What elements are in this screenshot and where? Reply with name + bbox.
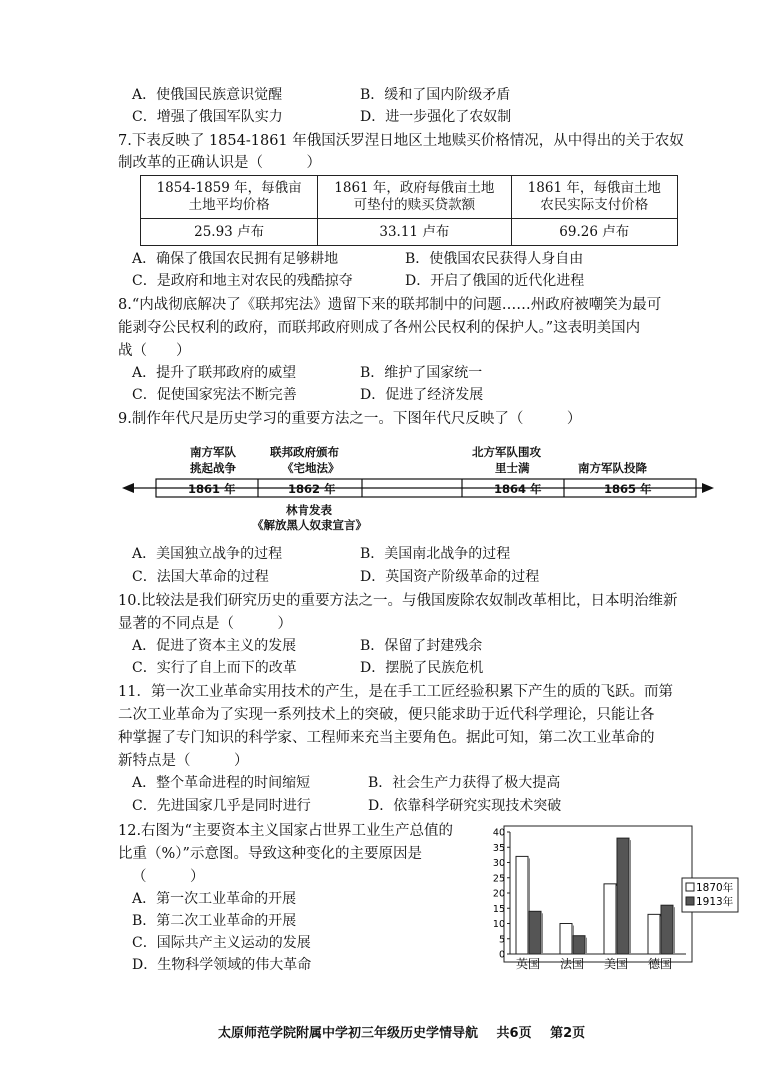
- q8-stem-line-3: 战（ ）: [118, 343, 191, 359]
- q11-stem-line-2: 二次工业革命为了实现一系列技术上的突破，便只能求助于近代科学理论，只能让各: [118, 707, 655, 723]
- y-tick-label: 35: [492, 842, 505, 854]
- bar-美国-1870年: [604, 884, 616, 954]
- y-tick-label: 15: [492, 903, 505, 915]
- q8-option-c[interactable]: C．促使国家宪法不断完善: [132, 387, 297, 403]
- q12-stem-line-3: （ ）: [132, 869, 205, 885]
- q10-option-a[interactable]: A．促进了资本主义的发展: [132, 638, 297, 654]
- timeline-event-1-line-2: 挑起战争: [190, 461, 236, 475]
- q11-option-c[interactable]: C．先进国家几乎是同时进行: [132, 798, 311, 814]
- q9-option-b[interactable]: B．美国南北战争的过程: [360, 546, 511, 562]
- footer-page-number: 第2页: [550, 1026, 586, 1041]
- table-header-loan: 1861 年，政府每俄亩土地 可垫付的赎买贷款额: [318, 176, 511, 219]
- table-cell-actual-paid: 69.26 卢布: [511, 219, 677, 246]
- timeline-year-1862: 1862 年: [288, 482, 336, 496]
- timeline-year-1861: 1861 年: [188, 482, 236, 496]
- bar-美国-1913年: [617, 838, 629, 954]
- bar-shadow: [629, 840, 631, 954]
- q9-option-d[interactable]: D．英国资产阶级革命的过程: [360, 569, 540, 585]
- timeline-event-2-line-1: 联邦政府颁布: [270, 445, 339, 459]
- q7-price-table: [140, 175, 678, 246]
- bar-法国-1913年: [573, 936, 585, 954]
- q11-option-d[interactable]: D．依靠科学研究实现技术突破: [368, 798, 562, 814]
- table-cell-loan: 33.11 卢布: [318, 219, 511, 246]
- legend-swatch-1870年: [686, 883, 694, 891]
- q10-option-b[interactable]: B．保留了封建残余: [360, 638, 483, 654]
- y-tick-label: 30: [492, 858, 505, 869]
- q6-option-b[interactable]: B．缓和了国内阶级矛盾: [360, 87, 511, 103]
- x-tick-label: 德国: [647, 957, 673, 971]
- legend-swatch-1913年: [686, 897, 694, 905]
- timeline-event-4-line-1: 南方军队投降: [578, 461, 647, 475]
- timeline-event-3-line-2: 里士满: [495, 461, 530, 475]
- q7-option-a[interactable]: A．确保了俄国农民拥有足够耕地: [132, 251, 339, 267]
- q8-stem-line-1: 8.“内战彻底解决了《联邦宪法》遗留下来的联邦制中的问题……州政府被嘲笑为最可: [118, 297, 662, 313]
- x-tick-label: 美国: [603, 957, 629, 971]
- bar-德国-1870年: [648, 914, 660, 954]
- q11-option-b[interactable]: B．社会生产力获得了极大提高: [368, 775, 561, 791]
- timeline-below-line-2: 《解放黑人奴隶宣言》: [252, 518, 367, 532]
- q12-option-a[interactable]: A．第一次工业革命的开展: [132, 891, 297, 907]
- q12-option-d[interactable]: D．生物科学领域的伟大革命: [132, 957, 312, 973]
- timeline-left-arrow-icon: [122, 483, 134, 493]
- y-tick-label: 10: [492, 919, 505, 930]
- timeline-event-3-line-1: 北方军队围攻: [472, 445, 541, 459]
- y-tick-label: 20: [492, 888, 505, 900]
- bar-英国-1913年: [529, 911, 541, 954]
- footer-total-pages: 共6页: [496, 1026, 532, 1041]
- timeline-right-arrow-icon: [702, 483, 714, 493]
- q7-stem-line-2: 制改革的正确认识是（ ）: [118, 155, 321, 171]
- y-tick-label: 40: [492, 827, 505, 839]
- q11-option-a[interactable]: A．整个革命进程的时间缩短: [132, 775, 311, 791]
- q9-stem: 9.制作年代尺是历史学习的重要方法之一。下图年代尺反映了（ ）: [118, 411, 582, 427]
- q6-option-c[interactable]: C．增强了俄国军队实力: [132, 109, 283, 125]
- timeline-year-1864: 1864 年: [494, 482, 542, 496]
- footer-school-title: 太原师范学院附属中学初三年级历史学情导航: [218, 1026, 479, 1041]
- q9-option-c[interactable]: C．法国大革命的过程: [132, 569, 269, 585]
- bar-shadow: [541, 913, 543, 954]
- industrial-share-chart: [480, 822, 742, 978]
- q7-option-d[interactable]: D．开启了俄国的近代化进程: [405, 273, 585, 289]
- y-tick-label: 0: [498, 949, 505, 961]
- legend-label-1913年: 1913年: [696, 896, 734, 908]
- y-tick-label: 5: [498, 934, 505, 946]
- q6-option-d[interactable]: D．进一步强化了农奴制: [360, 109, 512, 125]
- q7-option-c[interactable]: C．是政府和地主对农民的残酷掠夺: [132, 273, 353, 289]
- q10-option-d[interactable]: D．摆脱了民族危机: [360, 660, 484, 676]
- q12-stem-line-2: 比重（%）”示意图。导致这种变化的主要原因是: [118, 846, 422, 862]
- y-tick-label: 25: [492, 873, 505, 885]
- q8-option-b[interactable]: B．维护了国家统一: [360, 365, 483, 381]
- timeline-below-line-1: 林肯发表: [286, 503, 332, 517]
- q8-stem-line-2: 能剥夺公民权利的政府，而联邦政府则成了各州公民权利的保护人。”这表明美国内: [118, 320, 641, 336]
- q6-option-a[interactable]: A．使俄国民族意识觉醒: [132, 87, 283, 103]
- timeline-event-1-line-1: 南方军队: [190, 445, 236, 459]
- table-header-avg-price: 1854-1859 年，每俄亩 土地平均价格: [141, 176, 318, 219]
- q8-option-d[interactable]: D．促进了经济发展: [360, 387, 484, 403]
- bar-shadow: [673, 907, 675, 954]
- q8-option-a[interactable]: A．提升了联邦政府的威望: [132, 365, 297, 381]
- q11-stem-line-1: 11．第一次工业革命实用技术的产生，是在手工工匠经验积累下产生的质的飞跃。而第: [118, 684, 673, 700]
- bar-shadow: [585, 938, 587, 954]
- q10-stem-line-1: 10.比较法是我们研究历史的重要方法之一。与俄国废除农奴制改革相比，日本明治维新: [118, 593, 678, 609]
- q9-option-a[interactable]: A．美国独立战争的过程: [132, 546, 283, 562]
- bar-英国-1870年: [516, 856, 528, 954]
- q11-stem-line-3: 种掌握了专门知识的科学家、工程师来充当主要角色。据此可知，第二次工业革命的: [118, 730, 655, 746]
- q11-stem-line-4: 新特点是（ ）: [118, 753, 249, 769]
- q7-option-b[interactable]: B．使俄国农民获得人身自由: [405, 251, 584, 267]
- q7-stem-line-1: 7.下表反映了 1854-1861 年俄国沃罗涅日地区土地赎买价格情况，从中得出的关于农奴: [118, 133, 684, 149]
- bar-德国-1913年: [661, 905, 673, 954]
- table-cell-avg-price: 25.93 卢布: [141, 219, 318, 246]
- q12-option-b[interactable]: B．第二次工业革命的开展: [132, 913, 297, 929]
- page-footer: [218, 1022, 599, 1041]
- x-tick-label: 法国: [559, 957, 585, 971]
- table-header-actual-paid: 1861 年，每俄亩土地 农民实际支付价格: [511, 176, 677, 219]
- q10-stem-line-2: 显著的不同点是（ ）: [118, 616, 292, 632]
- legend-label-1870年: 1870年: [696, 882, 734, 894]
- bar-法国-1870年: [560, 924, 572, 955]
- q10-option-c[interactable]: C．实行了自上而下的改革: [132, 660, 297, 676]
- q12-option-c[interactable]: C．国际共产主义运动的发展: [132, 935, 311, 951]
- q12-stem-line-1: 12.右图为“主要资本主义国家占世界工业生产总值的: [118, 823, 453, 839]
- timeline-event-2-line-2: 《宅地法》: [282, 461, 340, 475]
- timeline-year-1865: 1865 年: [604, 482, 652, 496]
- x-tick-label: 英国: [515, 957, 541, 971]
